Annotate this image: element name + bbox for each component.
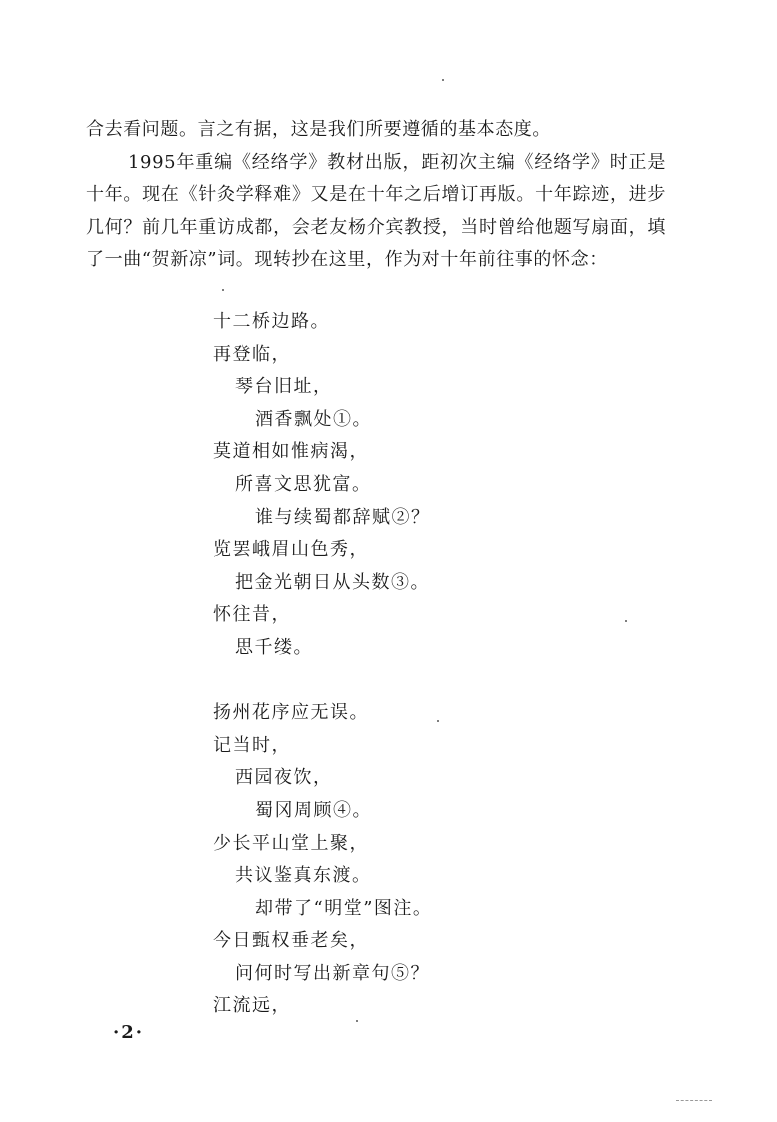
scan-speck <box>437 720 439 722</box>
poem-line: 谁与续蜀都辞赋②？ <box>255 506 431 528</box>
poem-line: 西园夜饮， <box>235 767 333 789</box>
poem-line: 十二桥边路。 <box>213 311 330 332</box>
poem-line: 蜀冈周顾④。 <box>255 799 372 821</box>
poem-he-xin-liang <box>213 306 432 1023</box>
scan-dash-marks <box>676 1100 712 1103</box>
poem-line: 览罢峨眉山色秀， <box>213 539 369 561</box>
page-number: ·2· <box>113 1022 145 1043</box>
poem-line: 今日甄权垂老矣， <box>213 930 369 952</box>
poem-line: 江流远， <box>213 995 291 1017</box>
body-text <box>86 114 666 277</box>
poem-line: 所喜文思犹富。 <box>235 473 372 495</box>
poem-line: 再登临， <box>213 343 291 365</box>
paragraph-continuation: 合去看问题。言之有据，这是我们所要遵循的基本态度。 <box>86 119 551 140</box>
poem-line: 琴台旧址， <box>235 376 333 398</box>
poem-line: 酒香飘处①。 <box>255 408 372 430</box>
scan-speck <box>625 620 627 622</box>
poem-line: 莫道相如惟病渴， <box>213 441 369 463</box>
scan-speck <box>222 289 224 291</box>
poem-line: 共议鉴真东渡。 <box>235 865 372 887</box>
scan-speck <box>442 79 444 81</box>
poem-line: 怀往昔， <box>213 604 291 626</box>
poem-line: 记当时， <box>213 734 291 756</box>
poem-line: 却带了“明堂”图注。 <box>255 897 433 919</box>
poem-line: 少长平山堂上聚， <box>213 832 369 854</box>
poem-line: 思千缕。 <box>235 636 313 658</box>
stanza-break <box>213 665 432 698</box>
scan-speck <box>356 1020 358 1022</box>
poem-line: 问何时写出新章句⑤？ <box>235 962 430 984</box>
poem-line: 把金光朝日从头数③。 <box>235 571 430 593</box>
paragraph-preface: 1995年重编《经络学》教材出版，距初次主编《经络学》时正是十年。现在《针灸学释难》又是在十年之后增订再版。十年踪迹，进步几何？前几年重访成都，会老友杨介宾教授，当时曾给他题写扇面，填了一曲“贺新凉”词。现转抄在这里，作为对十年前往事的怀念： <box>86 151 666 270</box>
poem-line: 扬州花序应无误。 <box>213 702 369 724</box>
